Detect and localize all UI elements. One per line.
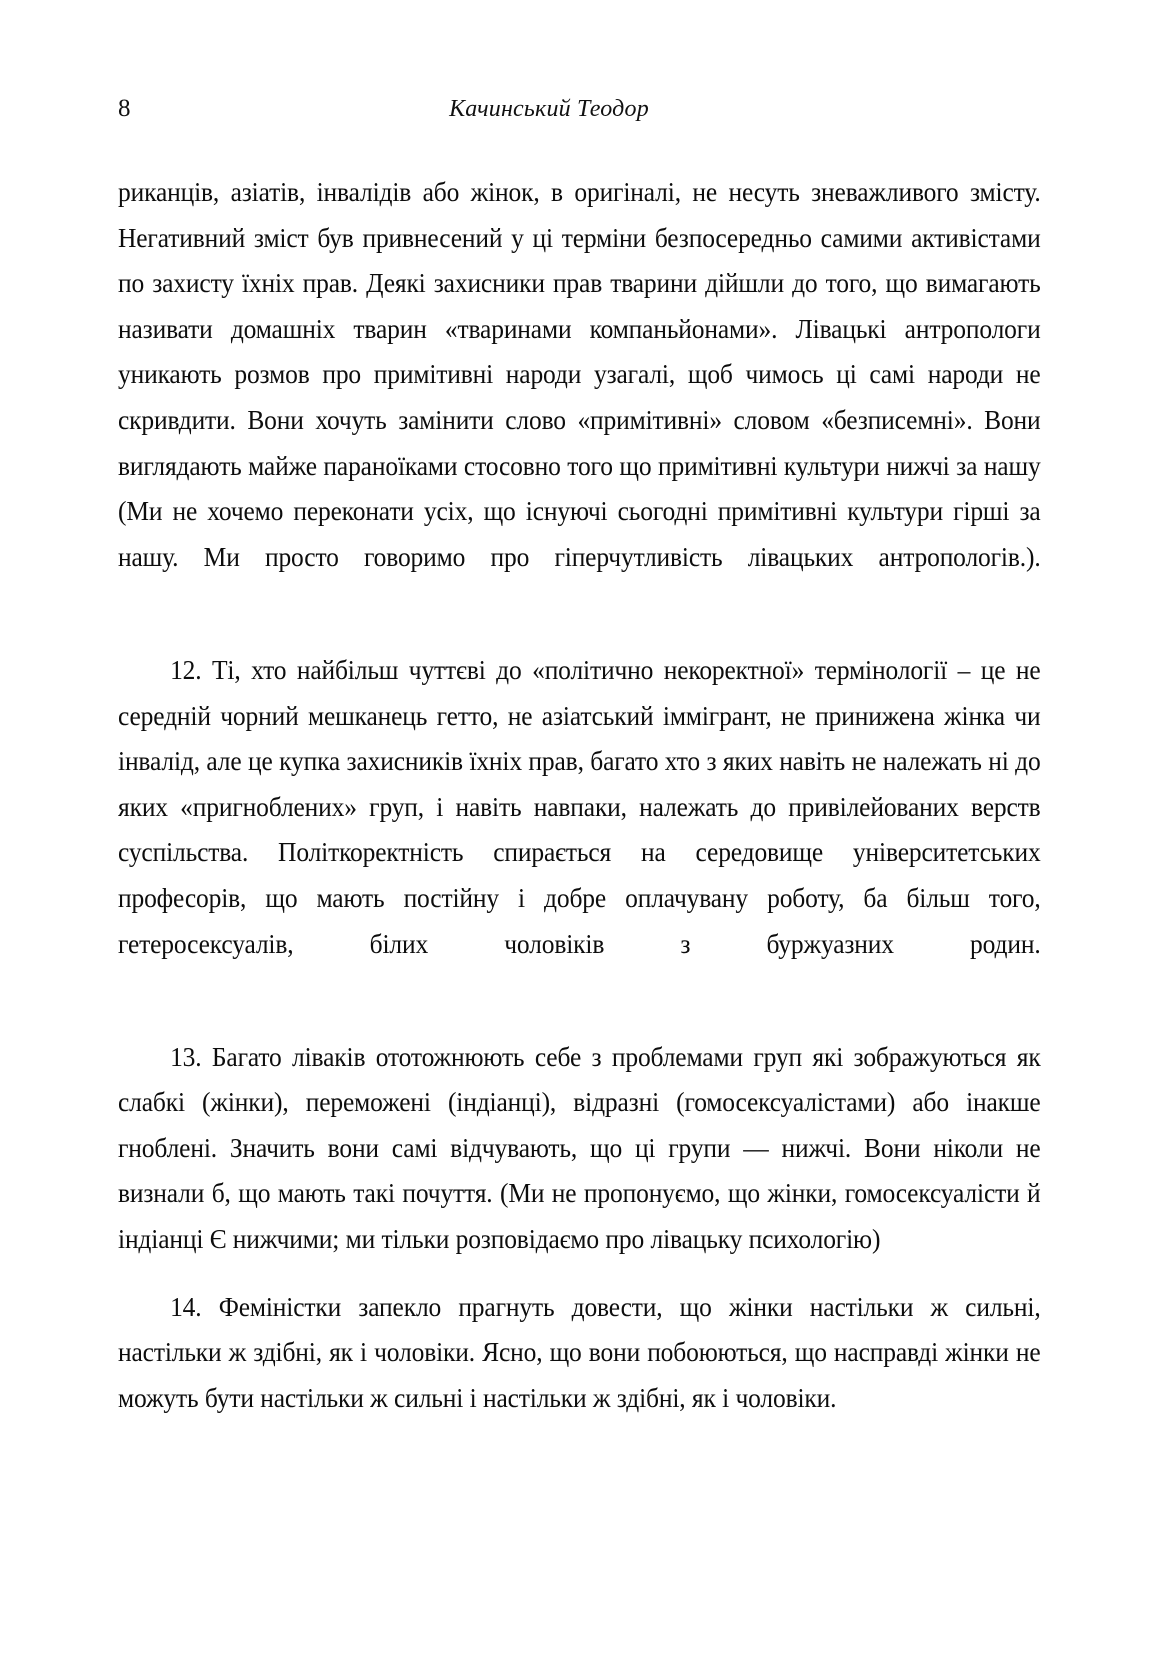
paragraph-13: 13. Багато ліваків ототожнюють себе з проблемами груп які зображуються як слабкі (жінки), переможені (індіанці), відразні (гомосексуалістами) або інакше гноблені. Значить вони самі відчувають, що ці групи — нижчі. Вони ніколи не визнали б, що мають такі почуття. (Ми не пропонуємо, що жінки, гомосексуалісти й індіанці Є нижчими; ми тільки розповідаємо про лівацьку психологію) xyxy=(118,1041,1041,1255)
paragraph-14: 14. Феміністки запекло прагнуть довести, що жінки настільки ж сильні, настільки ж здібні, як і чоловіки. Ясно, що вони побоюються, що насправді жінки не можуть бути настільки ж сильні і настільки ж здібні, як і чоловіки. xyxy=(118,1291,1041,1413)
running-header xyxy=(118,92,1040,126)
paragraph-12: 12. Ті, хто найбільш чуттєві до «політично некоректної» термінології – це не середній чорний мешканець гетто, не азіатський іммігрант, не принижена жінка чи інвалід, але це купка захисників їхніх прав, багато хто з яких навіть не належать ні до яких «пригноблених» груп, і навіть навпаки, належать до привілейованих верств суспільства. Політкоректність спирається на середовище університетських професорів, що мають постійну і добре оплачувану роботу, ба більш того, гетеросексуалів, білих чоловіків з буржуазних родин. xyxy=(118,654,1041,959)
paragraph-continuation: риканців, азіатів, інвалідів або жінок, в оригіналі, не несуть зневажливого змісту. Негативний зміст був привнесений у ці терміни безпосередньо самими активістами по захисту їхніх прав. Деякі захисники прав тварини дійшли до того, що вимагають називати домашніх тварин «тваринами компаньйонами». Лівацькі антропологи уникають розмов про примітивні народи узагалі, щоб чимось ці самі народи не скривдити. Вони хочуть замінити слово «примітивні» словом «безписемні». Вони виглядають майже параноїками стосовно того що примітивні культури нижчі за нашу (Ми не хочемо переконати усіх, що існуючі сьогодні примітивні культури гірші за нашу. Ми просто говоримо про гіперчутливість лівацьких антропологів.). xyxy=(118,177,1041,572)
page-number: 8 xyxy=(118,95,131,122)
page-text-block xyxy=(118,170,1040,1421)
running-header-title: Качинський Теодор xyxy=(449,96,649,122)
